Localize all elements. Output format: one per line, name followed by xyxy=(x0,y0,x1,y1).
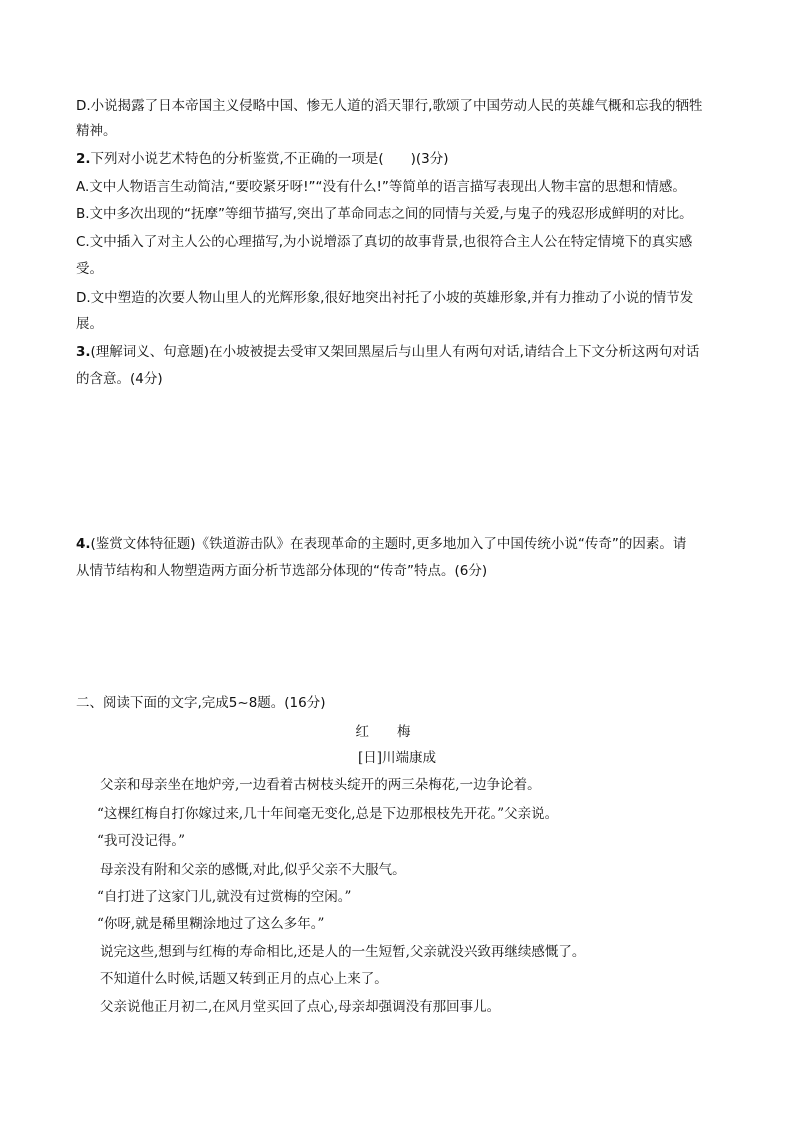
question-3-number: 3. xyxy=(76,344,91,360)
story-paragraph: 母亲没有附和父亲的感慨,对此,似乎父亲不大服气。 xyxy=(100,862,406,878)
q2-option-c-line2: 受。 xyxy=(76,261,103,277)
q2-option-b: B.文中多次出现的“抚摩”等细节描写,突出了革命同志之间的同情与关爱,与鬼子的残忍形成鲜明的对比。 xyxy=(76,206,693,222)
story-title xyxy=(0,721,794,743)
question-4-number: 4. xyxy=(76,536,91,552)
story-title-text: 红梅 xyxy=(355,724,439,740)
question-3 xyxy=(76,341,736,363)
story-paragraph: “自打进了这家门儿,就没有过赏梅的空闲。” xyxy=(97,889,352,905)
question-3-line1: (理解词义、句意题)在小坡被提去受审又架回黑屋后与山里人有两句对话,请结合上下文分析这两句对话 xyxy=(90,344,700,360)
story-paragraph: 不知道什么时候,话题又转到正月的点心上来了。 xyxy=(100,971,388,987)
story-author: [日]川端康成 xyxy=(357,750,437,766)
q2-option-c-line1: C.文中插入了对主人公的心理描写,为小说增添了真切的故事背景,也很符合主人公在特定情境下的真实感 xyxy=(76,234,693,250)
story-paragraph: “我可没记得。” xyxy=(97,833,186,849)
story-paragraph: “这棵红梅自打你嫁过来,几十年间毫无变化,总是下边那根枝先开花。”父亲说。 xyxy=(97,806,559,822)
question-2-stem: 下列对小说艺术特色的分析鉴赏,不正确的一项是( )(3分) xyxy=(90,151,449,167)
story-paragraph: 父亲和母亲坐在地炉旁,一边看着古树枝头绽开的两三朵梅花,一边争论着。 xyxy=(100,777,541,793)
question-2 xyxy=(76,148,736,170)
question-4-line2: 从情节结构和人物塑造两方面分析节选部分体现的“传奇”特点。(6分) xyxy=(76,563,488,579)
q2-option-d-line2: 展。 xyxy=(76,316,103,332)
q1-option-d-line2: 精神。 xyxy=(76,123,117,139)
q1-option-d-line1: D.小说揭露了日本帝国主义侵略中国、惨无人道的滔天罪行,歌颂了中国劳动人民的英雄气概和忘我的牺牲 xyxy=(76,98,703,114)
story-paragraph: “你呀,就是稀里糊涂地过了这么多年。” xyxy=(97,916,325,932)
question-4 xyxy=(76,533,736,555)
question-4-line1: (鉴赏文体特征题)《铁道游击队》在表现革命的主题时,更多地加入了中国传统小说“传奇”的因素。请 xyxy=(90,536,687,552)
q2-option-a: A.文中人物语言生动简洁,“要咬紧牙呀!”“没有什么!”等简单的语言描写表现出人物丰富的思想和情感。 xyxy=(76,179,686,195)
question-3-line2: 的含意。(4分) xyxy=(76,371,163,387)
story-paragraph: 说完这些,想到与红梅的寿命相比,还是人的一生短暂,父亲就没兴致再继续感慨了。 xyxy=(100,944,586,960)
q2-option-d-line1: D.文中塑造的次要人物山里人的光辉形象,很好地突出衬托了小坡的英雄形象,并有力推动了小说的情节发 xyxy=(76,290,694,306)
question-2-number: 2. xyxy=(76,151,91,167)
story-paragraph: 父亲说他正月初二,在风月堂买回了点心,母亲却强调没有那回事儿。 xyxy=(100,999,501,1015)
section-2-heading: 二、阅读下面的文字,完成5~8题。(16分) xyxy=(76,695,326,711)
